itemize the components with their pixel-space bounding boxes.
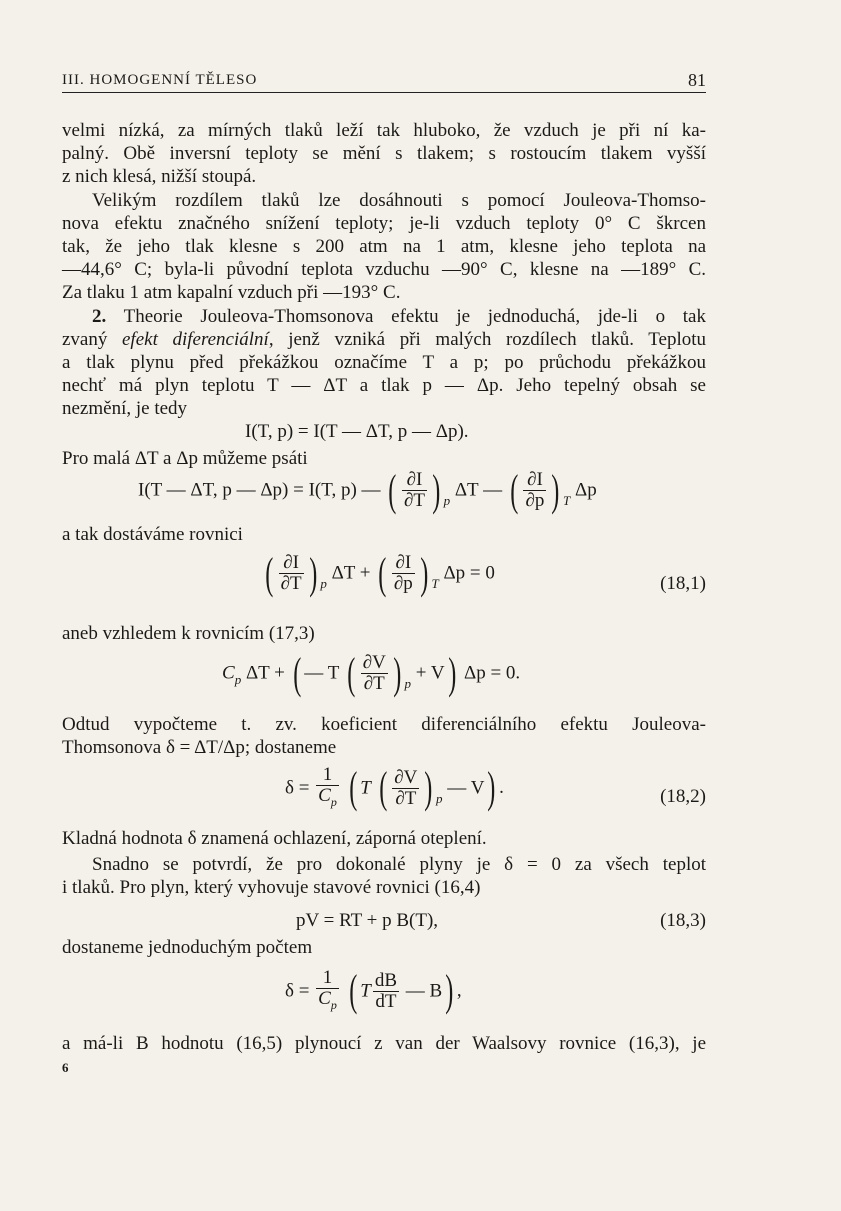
equation-18-3: pV = RT + p B(T),	[296, 910, 439, 931]
text-line: tak, že jeho tlak klesne s 200 atm na 1 atm, klesne jeho teplota na	[62, 236, 706, 257]
equation-delta-b: δ = $\frac{1}{C_p}$ ( T $\frac{dB}{dT}$ — B) ,	[285, 966, 462, 1016]
section-number: 2.	[92, 306, 107, 327]
text-line: velmi nízká, za mírných tlaků leží tak hluboko, že vzduch je při ní ka-	[62, 120, 706, 141]
text-line: palný. Obě inversní teploty se mění s tlakem; s rostoucím tlakem vyšší	[62, 143, 706, 164]
chapter-title: III. HOMOGENNÍ TĚLESO	[62, 72, 258, 88]
text-line: Velikým rozdílem tlaků lze dosáhnouti s pomocí Jouleova-Thomso-	[92, 190, 706, 211]
equation-18-1: ( $\frac{\partial I}{\partial T}$ ) $_p$ ΔT + ( $\frac{\partial I}{\partial p}$ ) $_T$ Δp = 0	[265, 548, 495, 598]
text-line: Thomsonova δ = ΔT/Δp; dostaneme	[62, 737, 337, 758]
equation-cp: $C_p$ ΔT + ( — T ( $\frac{\partial V}{\partial T}$ ) $_p$ + V) Δp = 0.	[222, 648, 521, 698]
text-line: a tak dostáváme rovnici	[62, 524, 243, 545]
text-line: nechť má plyn teplotu T — ΔT a tlak p — Δp. Jeho tepelný obsah se	[62, 375, 706, 396]
text-line: aneb vzhledem k rovnicím (17,3)	[62, 623, 315, 644]
equation-enthalpy: I(T, p) = I(T — ΔT, p — Δp).	[245, 421, 469, 442]
text-line: Odtud vypočteme t. zv. koeficient diferenciálního efektu Jouleova-	[62, 714, 706, 735]
text-line: nova efektu značného snížení teploty; je-li vzduch teploty 0° C škrcen	[62, 213, 706, 234]
equation-number: (18,2)	[660, 786, 706, 807]
text-line: Pro malá ΔT a Δp můžeme psáti	[62, 448, 308, 469]
text-line: Kladná hodnota δ znamená ochlazení, záporná oteplení.	[62, 828, 487, 849]
text-line: z nich klesá, nižší stoupá.	[62, 166, 257, 187]
text-line: Za tlaku 1 atm kapalní vzduch při —193° C.	[62, 282, 401, 303]
text-line: zvaný efekt diferenciální, jenž vzniká při malých rozdílech tlaků. Teplotu	[62, 329, 707, 350]
text-line: Snadno se potvrdí, že pro dokonalé plyny je δ = 0 za všech teplot	[92, 854, 706, 875]
text-line: i tlaků. Pro plyn, který vyhovuje stavové rovnici (16,4)	[62, 877, 481, 898]
equation-number: (18,3)	[660, 910, 706, 931]
emphasis-term: efekt diferenciální	[121, 329, 269, 350]
page-number: 81	[688, 70, 706, 90]
text-line: a tlak plynu před překážkou označíme T a p; po průchodu překážkou	[62, 352, 706, 373]
text-line: nezmění, je tedy	[62, 398, 188, 419]
text-line: a má-li B hodnotu (16,5) plynoucí z van der Waalsovy rovnice (16,3), je	[62, 1033, 706, 1054]
section-line: 2. Theorie Jouleova-Thomsonova efektu je jednoduchá, jde-li o tak	[92, 306, 706, 327]
text-line: —44,6° C; byla-li původní teplota vzduchu —90° C, klesne na —189° C.	[62, 259, 706, 280]
running-header	[62, 70, 706, 93]
equation-18-2: δ = $\frac{1}{C_p}$ ( T ( $\frac{\partial V}{\partial T}$ ) $_p$ — V) .	[285, 763, 504, 813]
signature-mark: 6	[62, 1060, 69, 1075]
equation-expansion: I(T — ΔT, p — Δp) = I(T, p) — ( $\frac{\partial I}{\partial T}$ ) $_p$ ΔT — ( $\frac{\partial I}{\partial p}$ ) $_T$ Δp	[138, 465, 597, 515]
text-line: dostaneme jednoduchým počtem	[62, 937, 313, 958]
equation-number: (18,1)	[660, 573, 706, 594]
